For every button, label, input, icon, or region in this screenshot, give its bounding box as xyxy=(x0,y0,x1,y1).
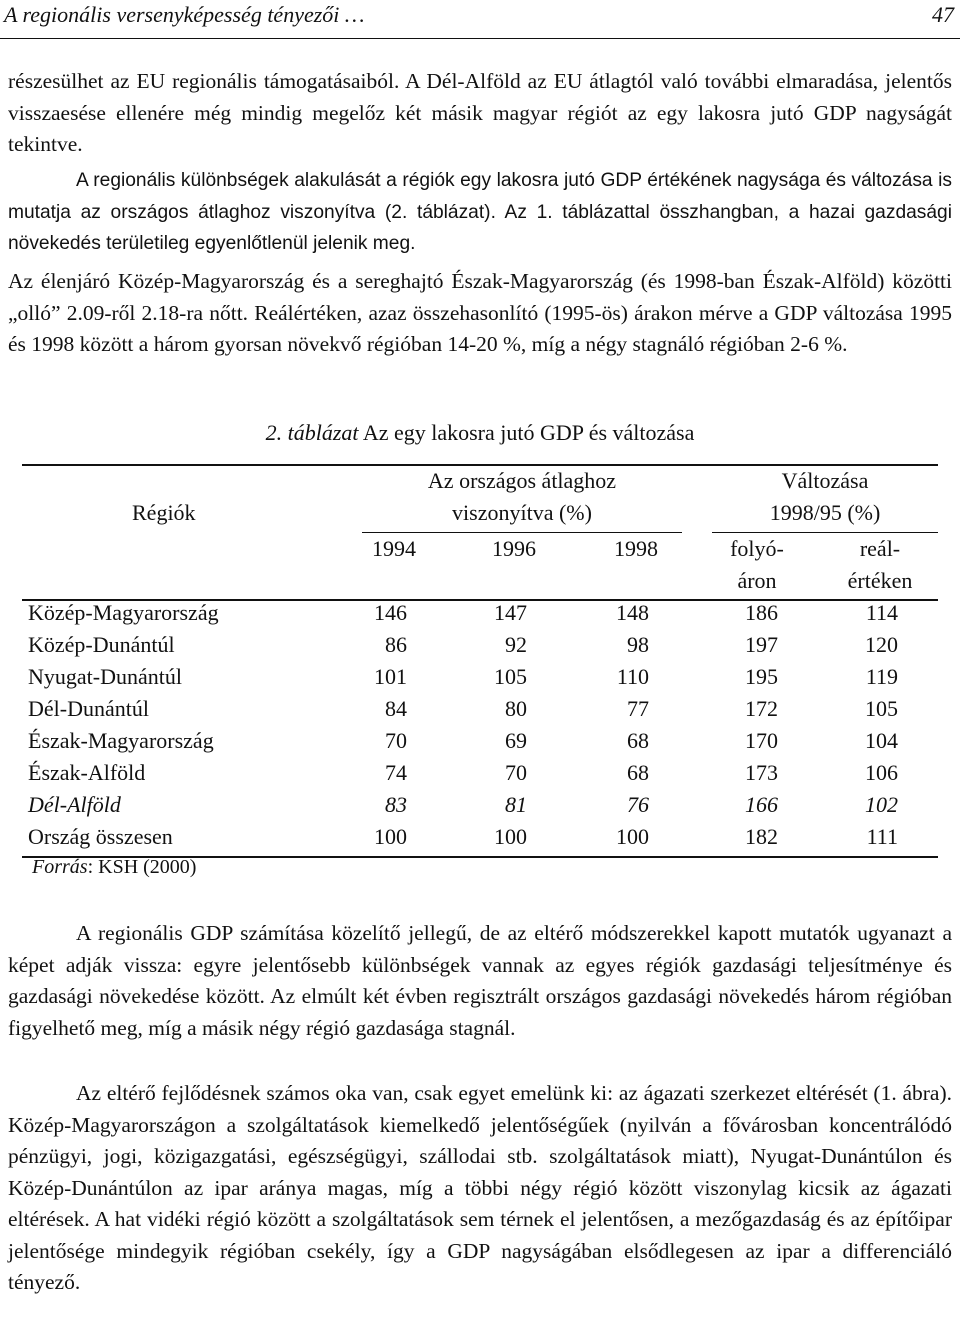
row-1998: 100 xyxy=(616,824,649,849)
running-title: A regionális versenyképesség tényezői … xyxy=(4,2,365,27)
paragraph-5: Az eltérő fejlődésnek számos oka van, csak egyet emelünk ki: az ágazati szerkezet eltérését (1. ábra). Közép-Magyarországon a szolgáltatások kiemelkedő jelentőségűek (nyilván a fővárosban koncentrálódó pénzügyi, jogi, közigazgatási, egészségügyi, szállodai stb. szolgáltatások miatt), Nyugat-Dunántúlon és Közép-Dunántúlon az ipar aránya magas, míg a többi négy régió között viszonylag kicsik az ágazati eltérések. A hat vidéki régió között a szolgáltatások sem térnek el jelentősen, a mezőgazdaság és az építőipar jelentősége mindegyik régióban csekély, így a GDP nagyságában elsődlegesen az ipar a differenciáló tényező. xyxy=(8,1081,952,1294)
header-group1-line1: Az országos átlaghoz xyxy=(427,468,617,493)
table-source xyxy=(32,856,196,879)
header-group1-rule xyxy=(362,532,682,533)
row-current: 186 xyxy=(745,600,778,625)
row-real: 120 xyxy=(865,632,898,657)
row-1994: 83 xyxy=(385,792,407,817)
row-real: 106 xyxy=(865,760,898,785)
row-1996: 80 xyxy=(505,696,527,721)
row-real: 104 xyxy=(865,728,898,753)
row-1996: 147 xyxy=(494,600,527,625)
row-1994: 74 xyxy=(385,760,407,785)
header-regions: Régiók xyxy=(132,500,196,525)
row-current: 197 xyxy=(745,632,778,657)
row-1994: 70 xyxy=(385,728,407,753)
row-1994: 146 xyxy=(374,600,407,625)
paragraph-4: A regionális GDP számítása közelítő jellegű, de az eltérő módszerekkel kapott mutatók ugyanazt a képet adják vissza: egyre jelentősebb különbségek vannak az egyes régiók gazdasági teljesítménye és gazdasági növekedése között. Az elmúlt két évben regisztrált országos gazdasági növekedés három régióban figyelhető meg, míg a másik négy régió gazdasága stagnál. xyxy=(8,921,952,1040)
row-1996: 81 xyxy=(505,792,527,817)
row-real: 119 xyxy=(865,664,898,689)
row-region: Észak-Alföld xyxy=(28,760,146,785)
header-current-line1: folyó- xyxy=(730,536,784,561)
row-1996: 105 xyxy=(494,664,527,689)
row-region: Dél-Dunántúl xyxy=(28,696,149,721)
paragraph-1: részesülhet az EU regionális támogatásaiból. A Dél-Alföld az EU átlagtól való további elmaradása, jelentős visszaesése ellenére még mindig megelőz két másik magyar régiót az egy lakosra jutó GDP nagyságát tekintve. xyxy=(8,69,952,156)
header-year-1994: 1994 xyxy=(372,536,416,561)
source-text: : KSH (2000) xyxy=(87,856,197,878)
row-1998: 110 xyxy=(616,664,649,689)
row-1994: 86 xyxy=(385,632,407,657)
header-real-line1: reál- xyxy=(859,536,901,561)
row-real: 114 xyxy=(865,600,898,625)
paragraph-3: Az élenjáró Közép-Magyarország és a sereghajtó Észak-Magyarország (és 1998-ban Észak-Alföld) közötti „olló” 2.09-ről 2.18-ra nőtt. Reálértéken, azaz összehasonlító (1995-ös) árakon mérve a GDP változása 1995 és 1998 között a három gyorsan növekvő régióban 14-20 %, míg a négy stagnáló régióban 2-6 %. xyxy=(8,269,952,356)
row-1994: 84 xyxy=(385,696,407,721)
table-caption-title: Az egy lakosra jutó GDP és változása xyxy=(362,420,695,445)
row-current: 172 xyxy=(745,696,778,721)
source-label: Forrás xyxy=(32,856,88,878)
row-current: 173 xyxy=(745,760,778,785)
row-region: Közép-Magyarország xyxy=(28,600,219,625)
row-region: Közép-Dunántúl xyxy=(28,632,175,657)
row-region: Észak-Magyarország xyxy=(28,728,214,753)
row-1998: 68 xyxy=(627,760,649,785)
header-year-1998: 1998 xyxy=(614,536,658,561)
page-number: 47 xyxy=(932,2,954,27)
header-year-1996: 1996 xyxy=(492,536,536,561)
row-real: 102 xyxy=(865,792,898,817)
page-header xyxy=(0,0,960,39)
header-current-line2: áron xyxy=(737,568,777,593)
row-region: Ország összesen xyxy=(28,824,173,849)
header-real-line2: értéken xyxy=(847,568,913,593)
row-current: 195 xyxy=(745,664,778,689)
table-caption xyxy=(0,420,960,446)
row-1996: 69 xyxy=(505,728,527,753)
row-current: 170 xyxy=(745,728,778,753)
row-real: 105 xyxy=(865,696,898,721)
row-1998: 148 xyxy=(616,600,649,625)
row-1998: 77 xyxy=(627,696,649,721)
row-current: 166 xyxy=(745,792,778,817)
row-1998: 68 xyxy=(627,728,649,753)
header-group2-line1: Változása xyxy=(781,468,869,493)
row-1996: 100 xyxy=(494,824,527,849)
header-group1-line2: viszonyítva (%) xyxy=(452,500,592,525)
row-1998: 98 xyxy=(627,632,649,657)
row-1994: 100 xyxy=(374,824,407,849)
row-real: 111 xyxy=(866,824,898,849)
row-region: Nyugat-Dunántúl xyxy=(28,664,182,689)
header-group2-rule xyxy=(712,532,938,533)
table-caption-number: 2. táblázat xyxy=(265,420,359,445)
paragraph-2: A regionális különbségek alakulását a régiók egy lakosra jutó GDP értékének nagysága és változása is mutatja az országos átlaghoz viszonyítva (2. táblázat). Az 1. táblázattal összhangban, a hazai gazdasági növekedés területileg egyenlőtlenül jelenik meg. xyxy=(8,170,952,254)
header-group2-line2: 1998/95 (%) xyxy=(769,500,881,525)
row-current: 182 xyxy=(745,824,778,849)
row-1996: 92 xyxy=(505,632,527,657)
row-1996: 70 xyxy=(505,760,527,785)
row-1994: 101 xyxy=(374,664,407,689)
row-1998: 76 xyxy=(627,792,649,817)
row-region: Dél-Alföld xyxy=(28,792,121,817)
table-top-rule xyxy=(22,464,938,466)
